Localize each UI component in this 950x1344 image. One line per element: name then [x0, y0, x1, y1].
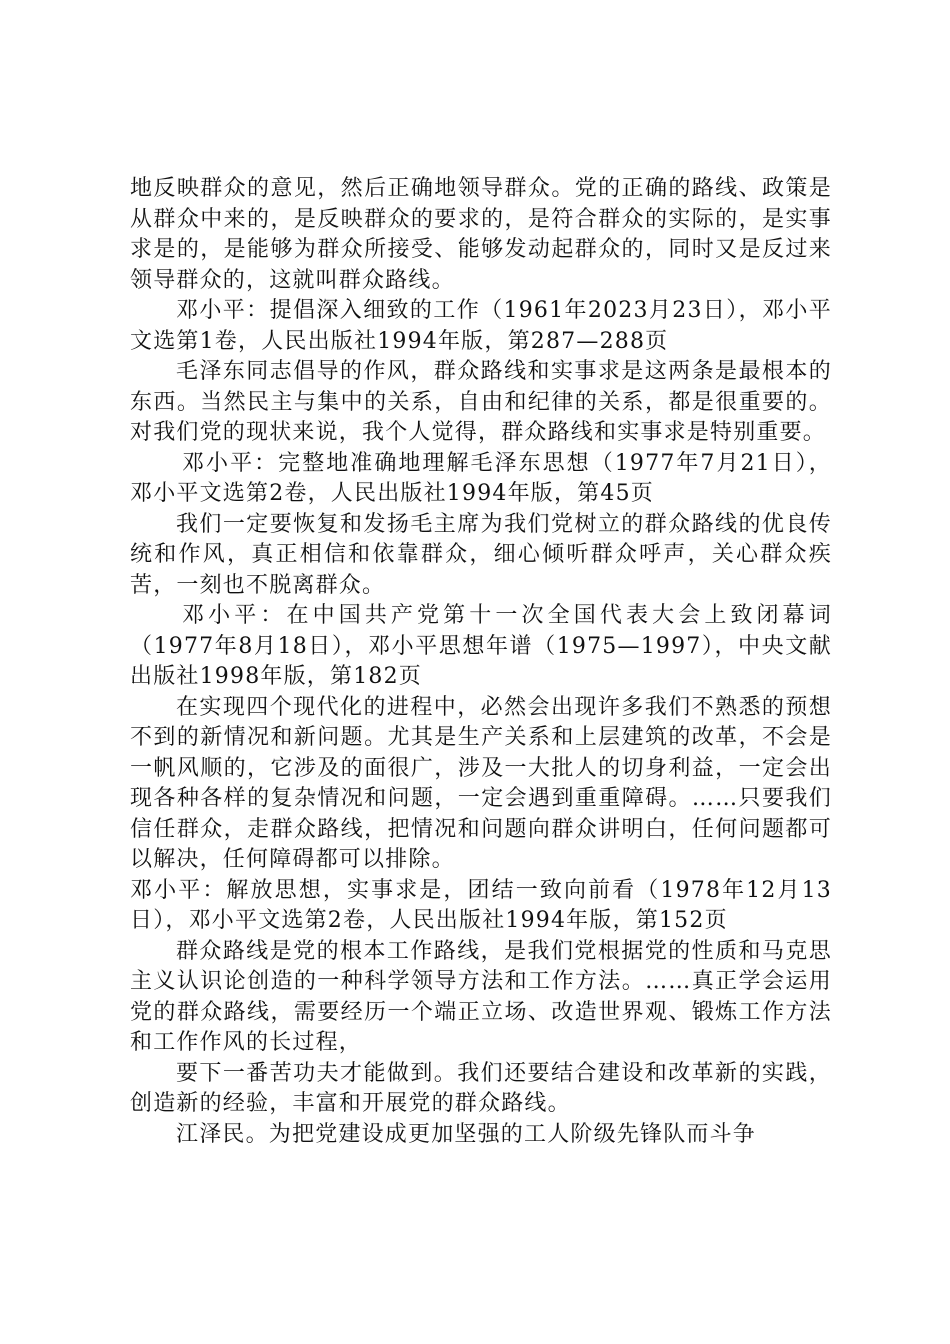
paragraph-modernization: 在实现四个现代化的进程中，必然会出现许多我们不熟悉的预想不到的新情况和新问题。尤其是生产关系和上层建筑的改革，不会是一帆风顺的，它涉及的面很广，涉及一大批人的切身利益，一定会出现各种各样的复杂情况和问题，一定会遇到重重障碍。……只要我们信任群众，走群众路线，把情况和问题向群众讲明白，任何问题都可以解决，任何障碍都可以排除。	[130, 694, 832, 872]
citation-jiang-zemin: 江泽民。为把党建设成更加坚强的工人阶级先锋队而斗争	[176, 1121, 757, 1147]
citation-deng-1961: 邓小平：提倡深入细致的工作（1961年2023月23日），邓小平文选第1卷，人民出版社1994年版，第287—288页	[130, 298, 832, 354]
paragraph-hard-work: 要下一番苦功夫才能做到。我们还要结合建设和改革新的实践，创造新的经验，丰富和开展党的群众路线。	[130, 1060, 832, 1116]
paragraph-mao-style: 毛泽东同志倡导的作风，群众路线和实事求是这两条是最根本的东西。当然民主与集中的关系，自由和纪律的关系，都是很重要的。对我们党的现状来说，我个人觉得，群众路线和实事求是特别重要。	[130, 359, 832, 445]
citation-deng-1978: 邓小平：解放思想，实事求是，团结一致向前看（1978年12月13日），邓小平文选第2卷，人民出版社1994年版，第152页	[130, 877, 832, 933]
paragraph-restore-tradition: 我们一定要恢复和发扬毛主席为我们党树立的群众路线的优良传统和作风，真正相信和依靠群众，细心倾听群众呼声，关心群众疾苦，一刻也不脱离群众。	[130, 511, 832, 598]
document-body	[130, 174, 832, 1150]
citation-deng-1977-july: 邓小平：完整地准确地理解毛泽东思想（1977年7月21日），邓小平文选第2卷，人民出版社1994年版，第45页	[130, 450, 832, 506]
paragraph-fundamental-line: 群众路线是党的根本工作路线，是我们党根据党的性质和马克思主义认识论创造的一种科学领导方法和工作方法。……真正学会运用党的群众路线，需要经历一个端正立场、改造世界观、锻炼工作方法和工作作风的长过程，	[130, 938, 832, 1055]
paragraph-mass-line-definition: 地反映群众的意见，然后正确地领导群众。党的正确的路线、政策是从群众中来的，是反映群众的要求的，是符合群众的实际的，是实事求是的，是能够为群众所接受、能够发动起群众的，同时又是反过来领导群众的，这就叫群众路线。	[130, 176, 832, 293]
citation-deng-1977-august: 邓小平：在中国共产党第十一次全国代表大会上致闭幕词（1977年8月18日），邓小平思想年谱（1975—1997），中央文献出版社1998年版，第182页	[130, 603, 832, 689]
